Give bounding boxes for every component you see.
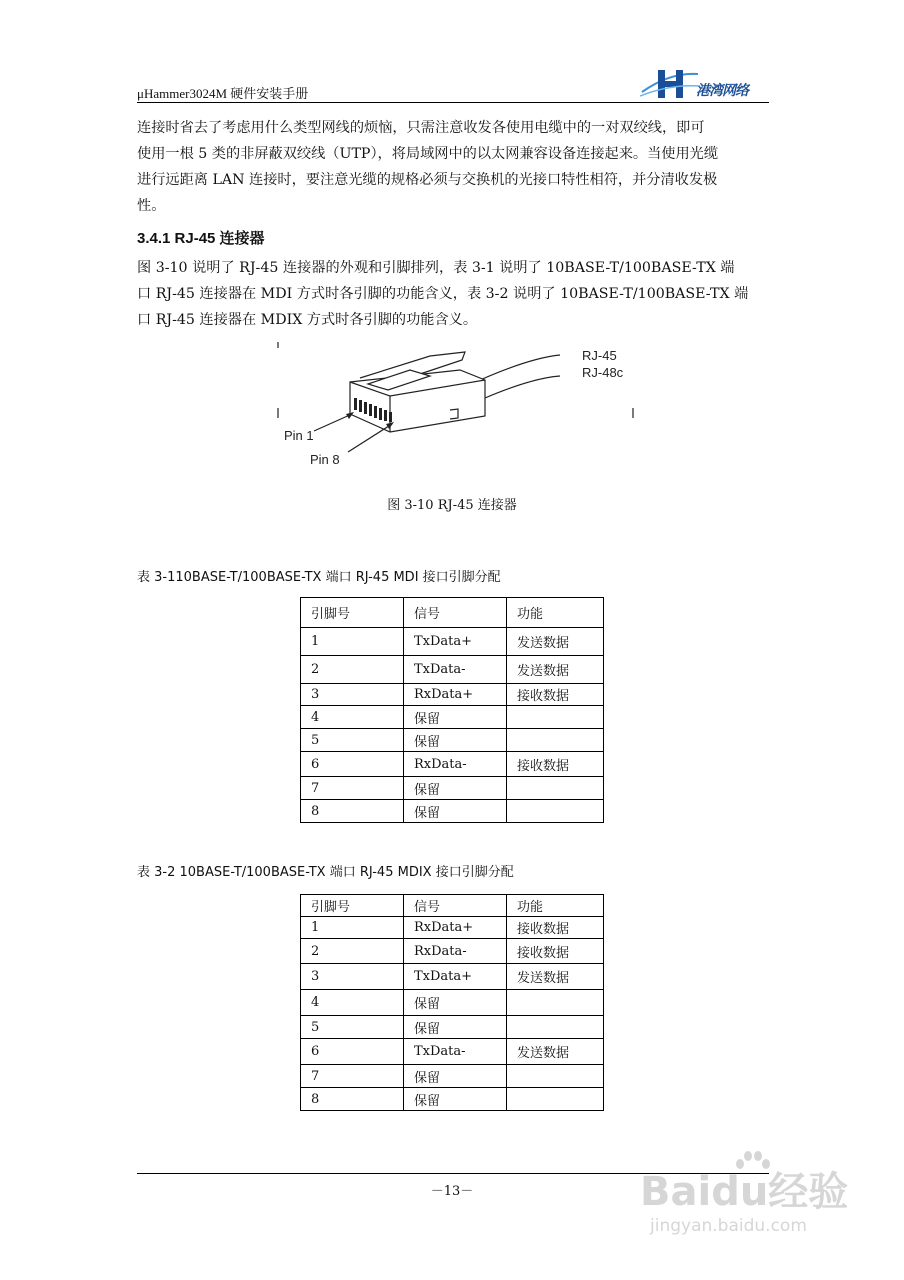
table-row <box>301 706 604 729</box>
figure-caption: 图 3-10 RJ-45 连接器 <box>387 498 517 513</box>
header-cell: 信号 <box>404 895 507 917</box>
text-line: 性。 <box>137 198 166 214</box>
function-cell <box>507 1088 604 1111</box>
function-cell <box>507 729 604 752</box>
text-line: 口 RJ-45 连接器在 MDI 方式时各引脚的功能含义，表 3-2 说明了 10BASE-T/100BASE-TX 端 <box>137 286 749 302</box>
table2-mdix-pinout <box>300 894 604 1111</box>
function-cell: 发送数据 <box>507 964 604 990</box>
header-cell: 功能 <box>507 598 604 628</box>
company-logo <box>640 66 770 102</box>
table-header-row <box>301 598 604 628</box>
signal-cell: TxData+ <box>404 628 507 656</box>
function-cell <box>507 777 604 800</box>
signal-cell: RxData+ <box>404 684 507 706</box>
pin-cell: 7 <box>301 1065 404 1088</box>
signal-cell: 保留 <box>404 729 507 752</box>
pin-cell: 3 <box>301 684 404 706</box>
header-cell: 信号 <box>404 598 507 628</box>
pin-cell: 6 <box>301 1039 404 1065</box>
pin-cell: 4 <box>301 706 404 729</box>
pin-cell: 1 <box>301 628 404 656</box>
table1-mdi-pinout <box>300 597 604 823</box>
function-cell: 接收数据 <box>507 684 604 706</box>
table-row <box>301 1039 604 1065</box>
table-row <box>301 1088 604 1111</box>
pin-cell: 5 <box>301 729 404 752</box>
label-pin8: Pin 8 <box>310 452 340 467</box>
pin-cell: 3 <box>301 964 404 990</box>
signal-cell: 保留 <box>404 777 507 800</box>
signal-cell: RxData- <box>404 939 507 964</box>
header-cell: 功能 <box>507 895 604 917</box>
table-row <box>301 1016 604 1039</box>
function-cell: 发送数据 <box>507 1039 604 1065</box>
table-row <box>301 656 604 684</box>
pin-cell: 5 <box>301 1016 404 1039</box>
signal-cell: 保留 <box>404 1016 507 1039</box>
pin-cell: 6 <box>301 752 404 777</box>
table-row <box>301 777 604 800</box>
header-divider <box>137 102 769 103</box>
signal-cell: 保留 <box>404 1065 507 1088</box>
function-cell <box>507 990 604 1016</box>
table-header-row <box>301 895 604 917</box>
table-row <box>301 729 604 752</box>
table1-caption: 表 3-110BASE-T/100BASE-TX 端口 RJ-45 MDI 接口引脚分配 <box>137 570 501 585</box>
pin-cell: 7 <box>301 777 404 800</box>
signal-cell: 保留 <box>404 990 507 1016</box>
signal-cell: 保留 <box>404 800 507 823</box>
intro-paragraph <box>137 115 769 219</box>
watermark-brand: Baidu经验 <box>640 1169 849 1215</box>
text-line: 进行远距离 LAN 连接时，要注意光缆的规格必须与交换机的光接口特性相符，并分清收发极 <box>137 172 718 188</box>
text-line: 口 RJ-45 连接器在 MDIX 方式时各引脚的功能含义。 <box>137 312 478 328</box>
function-cell <box>507 706 604 729</box>
header-cell: 引脚号 <box>301 598 404 628</box>
pin-cell: 4 <box>301 990 404 1016</box>
pin-cell: 8 <box>301 1088 404 1111</box>
signal-cell: TxData- <box>404 656 507 684</box>
header-cell: 引脚号 <box>301 895 404 917</box>
pin-cell: 2 <box>301 939 404 964</box>
signal-cell: RxData- <box>404 752 507 777</box>
table2-caption: 表 3-2 10BASE-T/100BASE-TX 端口 RJ-45 MDIX 接口引脚分配 <box>137 865 514 880</box>
label-pin1: Pin 1 <box>284 428 314 443</box>
baidu-watermark <box>640 1150 880 1260</box>
rj45-connector-figure <box>270 340 640 470</box>
function-cell <box>507 1065 604 1088</box>
logo-text: 港湾网络 <box>696 83 748 99</box>
table-row <box>301 1065 604 1088</box>
pin-cell: 1 <box>301 917 404 939</box>
label-rj45: RJ-45 <box>582 348 617 363</box>
function-cell: 接收数据 <box>507 939 604 964</box>
header-title: μHammer3024M 硬件安装手册 <box>137 86 309 101</box>
label-rj48c: RJ-48c <box>582 365 624 380</box>
function-cell <box>507 1016 604 1039</box>
function-cell: 发送数据 <box>507 628 604 656</box>
text-line: 使用一根 5 类的非屏蔽双绞线（UTP），将局域网中的以太网兼容设备连接起来。当使用光缆 <box>137 146 719 162</box>
function-cell: 接收数据 <box>507 752 604 777</box>
signal-cell: TxData- <box>404 1039 507 1065</box>
section-heading: 3.4.1 RJ-45 连接器 <box>137 230 265 247</box>
section-paragraph <box>137 255 769 333</box>
text-line: 连接时省去了考虑用什么类型网线的烦恼，只需注意收发各使用电缆中的一对双绞线，即可 <box>137 120 705 136</box>
table-row <box>301 800 604 823</box>
table-row <box>301 939 604 964</box>
signal-cell: 保留 <box>404 706 507 729</box>
function-cell: 接收数据 <box>507 917 604 939</box>
signal-cell: 保留 <box>404 1088 507 1111</box>
pin-cell: 2 <box>301 656 404 684</box>
page-number: －13－ <box>430 1184 474 1199</box>
table-row <box>301 990 604 1016</box>
table-row <box>301 964 604 990</box>
watermark-url: jingyan.baidu.com <box>650 1216 807 1236</box>
signal-cell: TxData+ <box>404 964 507 990</box>
pin-cell: 8 <box>301 800 404 823</box>
table-row <box>301 628 604 656</box>
table-row <box>301 684 604 706</box>
function-cell <box>507 800 604 823</box>
logo-h-icon <box>640 66 700 102</box>
signal-cell: RxData+ <box>404 917 507 939</box>
table-row <box>301 917 604 939</box>
function-cell: 发送数据 <box>507 656 604 684</box>
table-row <box>301 752 604 777</box>
text-line: 图 3-10 说明了 RJ-45 连接器的外观和引脚排列，表 3-1 说明了 10BASE-T/100BASE-TX 端 <box>137 260 735 276</box>
